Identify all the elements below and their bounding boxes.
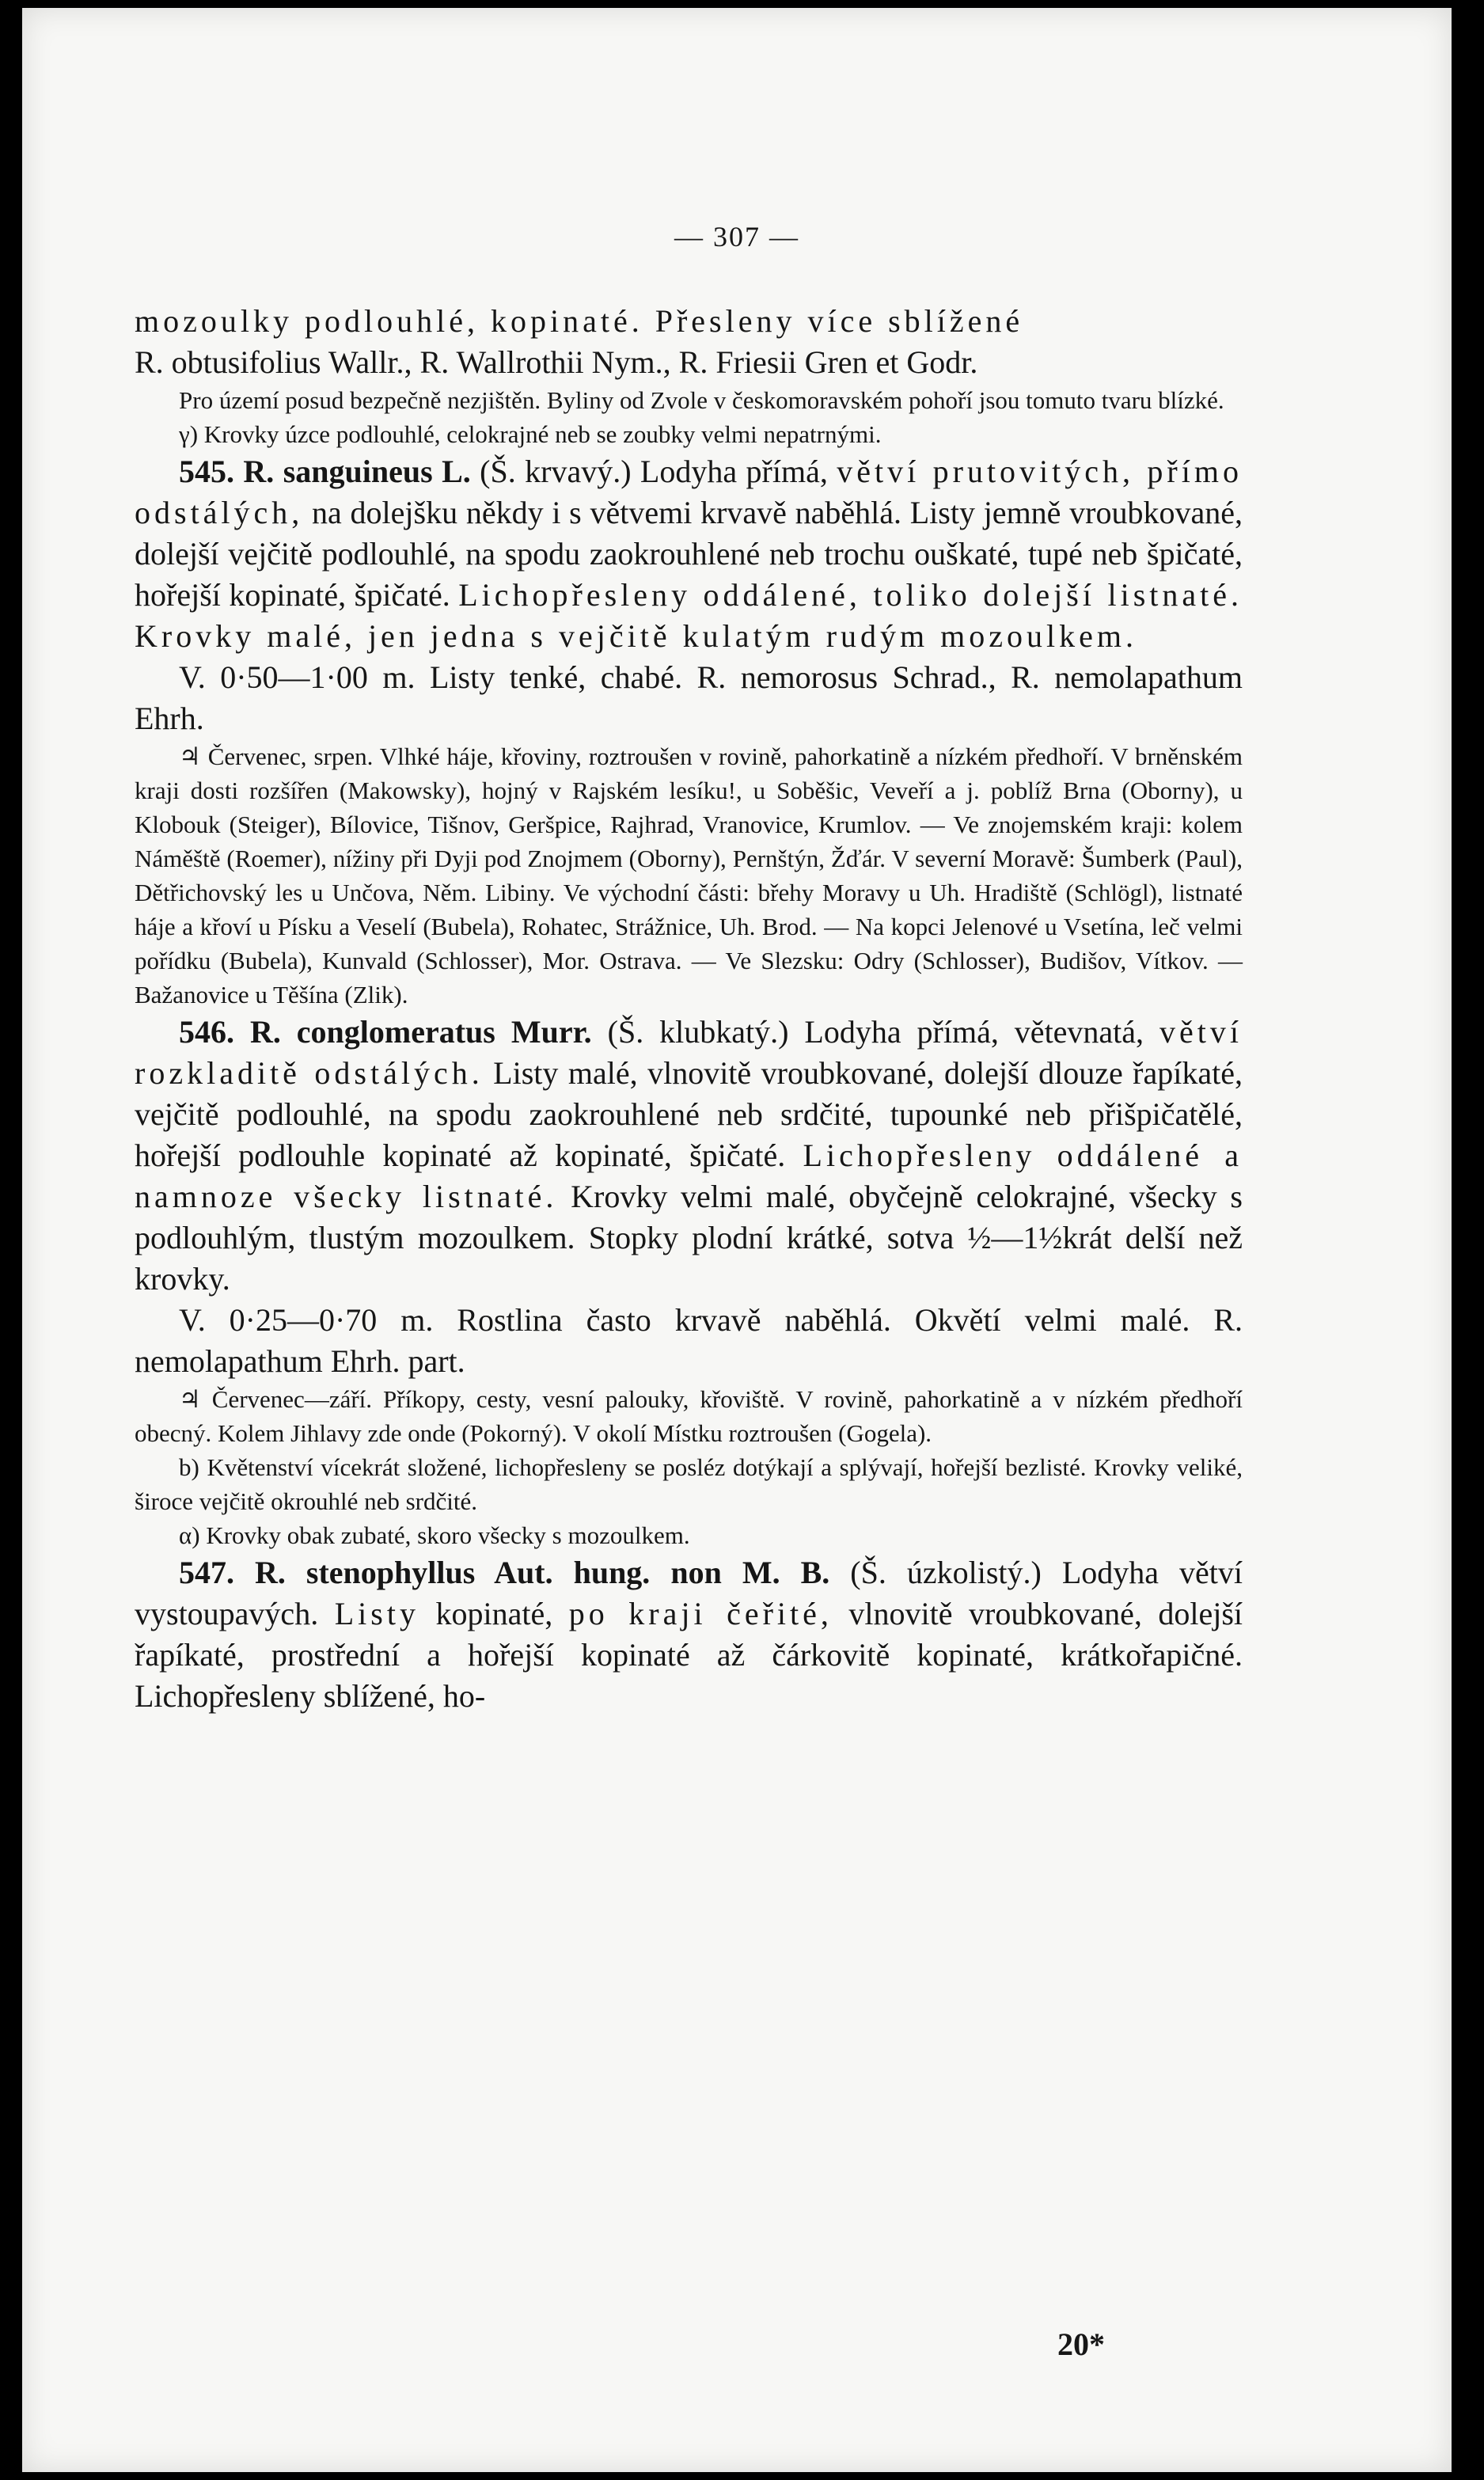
paragraph (135, 417, 1243, 451)
paragraph (135, 383, 1243, 417)
paragraph-text: ♃ Červenec—září. Příkopy, cesty, vesní palouky, křoviště. V rovině, pahorkatině a v nízkém předhoří obecný. Kolem Jihlavy zde onde (Pokorný). V okolí Místku roztroušen (Gogela). (135, 1385, 1243, 1447)
paragraph-text: V. 0·25—0·70 m. Rostlina často krvavě naběhlá. Okvětí velmi malé. R. nemolapathum Ehrh. part. (135, 1302, 1243, 1379)
paragraph (135, 1552, 1243, 1717)
signature-mark: 20* (1057, 2326, 1105, 2362)
paragraph (135, 657, 1243, 739)
paragraph (135, 1518, 1243, 1552)
paragraph (135, 1012, 1243, 1300)
emphasis-text: větví rozkladitě odstálých. (135, 1014, 1243, 1091)
paragraph-text: (Š. úzkolistý.) Lodyha větví vystoupavých. (135, 1555, 1243, 1631)
emphasis-text: Listy (334, 1596, 419, 1631)
paragraph-text: Krovky velmi malé, obyčejně celokrajné, všecky s podlouhlým, tlustým mozoulkem. Stopky plodní krátké, sotva ½—1½krát delší než krovky. (135, 1179, 1243, 1297)
page-number: — 307 — (674, 221, 799, 253)
emphasis-text: Lichopřesleny oddálené, toliko dolejší listnaté. Krovky malé, jen jedna s vejčitě kulatým rudým mozoulkem. (135, 577, 1243, 654)
paragraph-text: b) Květenství vícekrát složené, lichopřesleny se posléz dotýkají a splývají, hořejší bezlisté. Krovky veliké, široce vejčitě okrouhlé neb srdčité. (135, 1453, 1243, 1515)
paragraph-text: Listy malé, vlnovitě vroubkované, dolejší dlouze řapíkaté, vejčitě podlouhlé, na spodu zaokrouhlené neb srdčité, tupounké neb přišpičatělé, hořejší podlouhle kopinaté až kopinaté, špičaté. (135, 1055, 1243, 1173)
emphasis-text: mozoulky podlouhlé, kopinaté. Přesleny více sblížené (135, 303, 1024, 339)
book-page (22, 8, 1452, 2472)
paragraph-text: α) Krovky obak zubaté, skoro všecky s mozoulkem. (179, 1521, 690, 1549)
species-heading: 545. R. sanguineus L. (179, 454, 471, 489)
emphasis-text: větví prutovitých, přímo odstálých, (135, 454, 1243, 530)
paragraph-text: (Š. klubkatý.) Lodyha přímá, větevnatá, (591, 1014, 1160, 1050)
paragraph (135, 1300, 1243, 1382)
paragraph (135, 1450, 1243, 1518)
paragraph (135, 451, 1243, 657)
emphasis-text: Lichopřesleny oddálené a namnoze všecky listnaté. (135, 1137, 1243, 1214)
paragraph-text: kopinaté, (419, 1596, 569, 1631)
paragraph (135, 342, 1243, 383)
paragraph (135, 739, 1243, 1012)
paragraph-text: γ) Krovky úzce podlouhlé, celokrajné neb se zoubky velmi nepatrnými. (179, 420, 882, 448)
paragraph (135, 301, 1243, 342)
paragraph-text: V. 0·50—1·00 m. Listy tenké, chabé. R. nemorosus Schrad., R. nemolapathum Ehrh. (135, 659, 1243, 736)
species-heading: 547. R. stenophyllus Aut. hung. non M. B. (179, 1555, 830, 1590)
paragraph-text: R. obtusifolius Wallr., R. Wallrothii Nym., R. Friesii Gren et Godr. (135, 344, 978, 380)
page-body (135, 301, 1243, 1717)
paragraph-text: Pro území posud bezpečně nezjištěn. Byliny od Zvole v českomoravském pohoří jsou tomuto tvaru blízké. (179, 386, 1224, 414)
paragraph-text: na dolejšku někdy i s větvemi krvavě naběhlá. Listy jemně vroubkované, dolejší vejčitě podlouhlé, na spodu zaokrouhlené neb trochu ouškaté, tupé neb špičaté, hořejší kopinaté, špičaté. (135, 495, 1243, 613)
paragraph-text: ♃ Červenec, srpen. Vlhké háje, křoviny, roztroušen v rovině, pahorkatině a nízkém předhoří. V brněnském kraji dosti rozšířen (Makowsky), hojný v Rajském lesíku!, u Soběšic, Veveří a j. poblíž Brna (Oborny), u Klobouk (Steiger), Bílovice, Tišnov, Geršpice, Rajhrad, Vranovice, Krumlov. — Ve znojemském kraji: kolem Náměště (Roemer), nížiny při Dyji pod Znojmem (Oborny), Pernštýn, Žďár. V severní Moravě: Šumberk (Paul), Dětřichovský les u Unčova, Něm. Libiny. Ve východní části: břehy Moravy u Uh. Hradiště (Schlögl), listnaté háje a křoví u Písku a Veselí (Bubela), Rohatec, Strážnice, Uh. Brod. — Na kopci Jelenové u Vsetína, leč velmi pořídku (Bubela), Kunvald (Schlosser), Mor. Ostrava. — Ve Slezsku: Odry (Schlosser), Budišov, Vítkov. — Bažanovice u Těšína (Zlik). (135, 742, 1243, 1008)
paragraph-text: vlnovitě vroubkované, dolejší řapíkaté, prostřední a hořejší kopinaté až čárkovitě kopinaté, krátkořapičné. Lichopřesleny sblížené, ho- (135, 1596, 1243, 1714)
species-heading: 546. R. conglomeratus Murr. (179, 1014, 592, 1050)
paragraph (135, 1382, 1243, 1450)
emphasis-text: po kraji čeřité, (568, 1596, 833, 1631)
paragraph-text: (Š. krvavý.) Lodyha přímá, (470, 454, 837, 489)
